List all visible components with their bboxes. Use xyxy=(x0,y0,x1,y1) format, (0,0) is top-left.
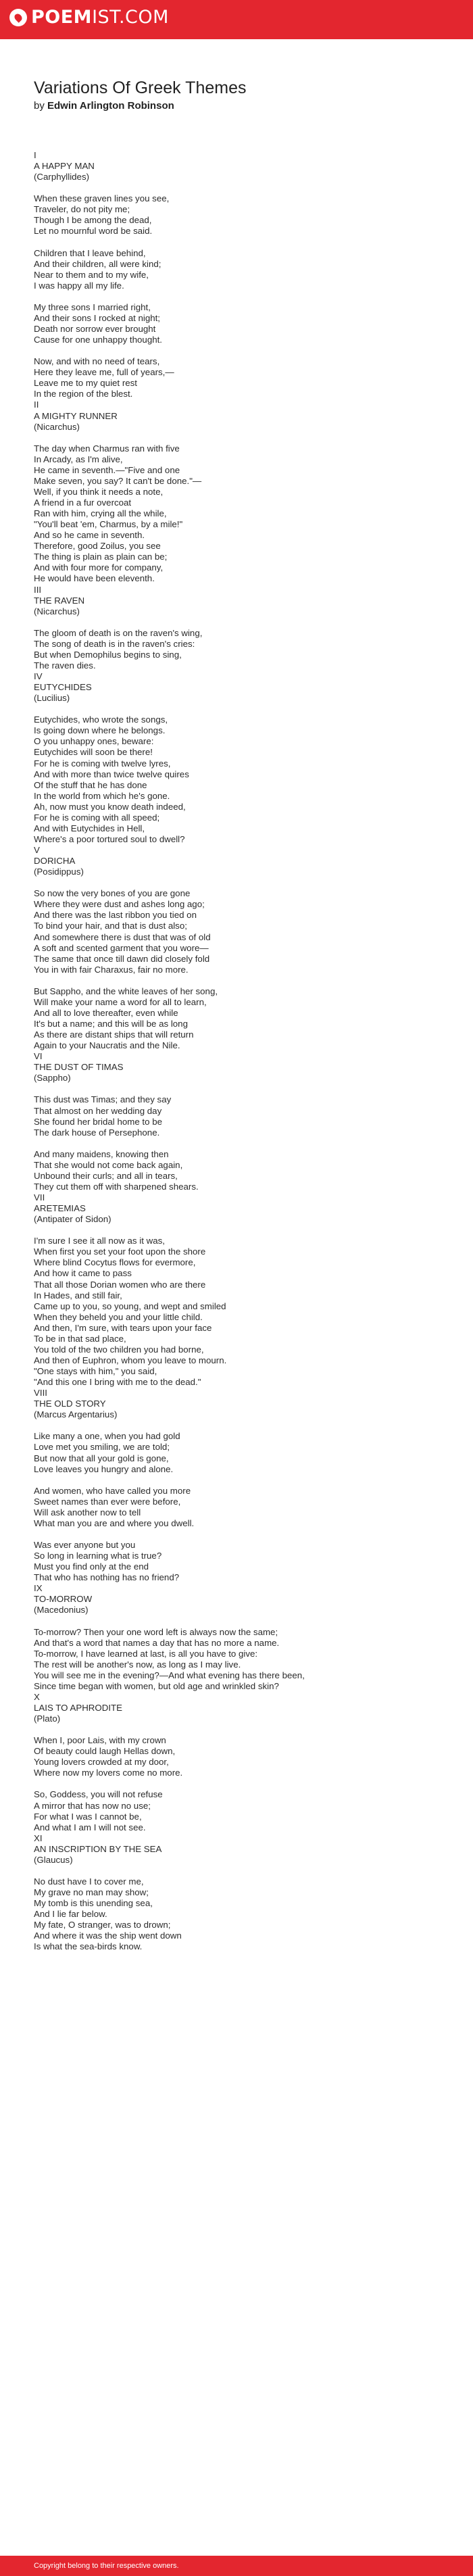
logo-brand-light: IST.COM xyxy=(92,7,169,28)
byline xyxy=(34,99,446,113)
site-logo-link[interactable] xyxy=(9,9,169,26)
poem-title: Variations Of Greek Themes xyxy=(34,78,247,97)
logo-icon xyxy=(9,9,27,26)
site-logo-text xyxy=(31,9,169,26)
copyright-notice: Copyright belong to their respective owners. xyxy=(34,2562,179,2570)
logo-brand-bold: POEM xyxy=(31,7,93,28)
byline-prefix: by xyxy=(34,100,48,112)
site-header xyxy=(0,0,473,39)
site-footer xyxy=(0,2556,473,2576)
poem-body: I A HAPPY MAN (Carphyllides) When these graven lines you see, Traveler, do not pity me; Though I be among the dead, Let no mournful word be said. Children that I leave behind, And their children, all were kind; Near to them and to my wife, I was happy all my life. My three sons I married right, And their sons I rocked at night; Death nor sorrow ever brought Cause for one unhappy thought. Now, and with no need of tears, Here they leave me, full of years,— Leave me to my quiet rest In the region of the blest. II A MIGHTY RUNNER (Nicarchus) The day when Charmus ran with five In Arcady, as I'm alive, He came in seventh.—"Five and one Make seven, you say? It can't be done."— Well, if you think it needs a note, A friend in a fur overcoat Ran with him, crying all the while, "You'll beat 'em, Charmus, by a mile!" And so he came in seventh. Therefore, good Zoilus, you see The thing is plain as plain can be; And with four more for company, He would have been eleventh. III THE RAVEN (Nicarchus) The gloom of death is on the raven's wing, The song of death is in the raven's cries: But when Demophilus begins to sing, The raven dies. IV EUTYCHIDES (Lucilius) Eutychides, who wrote the songs, Is going down where he belongs. O you unhappy ones, beware: Eutychides will soon be there! For he is coming with twelve lyres, And with more than twice twelve quires Of the stuff that he has done In the world from which he's gone. Ah, now must you know death indeed, For he is coming with all speed; And with Eutychides in Hell, Where's a poor tortured soul to dwell? V DORICHA (Posidippus) So now the very bones of you are gone Where they were dust and ashes long ago; And there was the last ribbon you tied on To bind your hair, and that is dust also; And somewhere there is dust that was of old A soft and scented garment that you wore— The same that once till dawn did closely fold You in with fair Charaxus, fair no more. But Sappho, and the white leaves of her song, Will make your name a word for all to learn, And all to love thereafter, even while It's but a name; and this will be as long As there are distant ships that will return Again to your Naucratis and the Nile. VI THE DUST OF TIMAS (Sappho) This dust was Timas; and they say That almost on her wedding day She found her bridal home to be The dark house of Persephone. And many maidens, knowing then That she would not come back again, Unbound their curls; and all in tears, They cut them off with sharpened shears. VII ARETEMIAS (Antipater of Sidon) I'm sure I see it all now as it was, When first you set your foot upon the shore Where blind Cocytus flows for evermore, And how it came to pass That all those Dorian women who are there In Hades, and still fair, Came up to you, so young, and wept and smiled When they beheld you and your little child. And then, I'm sure, with tears upon your face To be in that sad place, You told of the two children you had borne, And then of Euphron, whom you leave to mourn. "One stays with him," you said, "And this one I bring with me to the dead." VIII THE OLD STORY (Marcus Argentarius) Like many a one, when you had gold Love met you smiling, we are told; But now that all your gold is gone, Love leaves you hungry and alone. And women, who have called you more Sweet names than ever were before, Will ask another now to tell What man you are and where you dwell. Was ever anyone but you So long in learning what is true? Must you find only at the end That who has nothing has no friend? IX TO-MORROW (Macedonius) To-morrow? Then your one word left is always now the same; And that's a word that names a day that has no more a name. To-morrow, I have learned at last, is all you have to give: The rest will be another's now, as long as I may live. You will see me in the evening?—And what evening has there been, Since time began with women, but old age and wrinkled skin? X LAIS TO APHRODITE (Plato) When I, poor Lais, with my crown Of beauty could laugh Hellas down, Young lovers crowded at my door, Where now my lovers come no more. So, Goddess, you will not refuse A mirror that has now no use; For what I was I cannot be, And what I am I will not see. XI AN INSCRIPTION BY THE SEA (Glaucus) No dust have I to cover me, My grave no man may show; My tomb is this unending sea, And I lie far below. My fate, O stranger, was to drown; And where it was the ship went down Is what the sea-birds know. xyxy=(34,150,305,1952)
author-name[interactable]: Edwin Arlington Robinson xyxy=(47,100,174,112)
